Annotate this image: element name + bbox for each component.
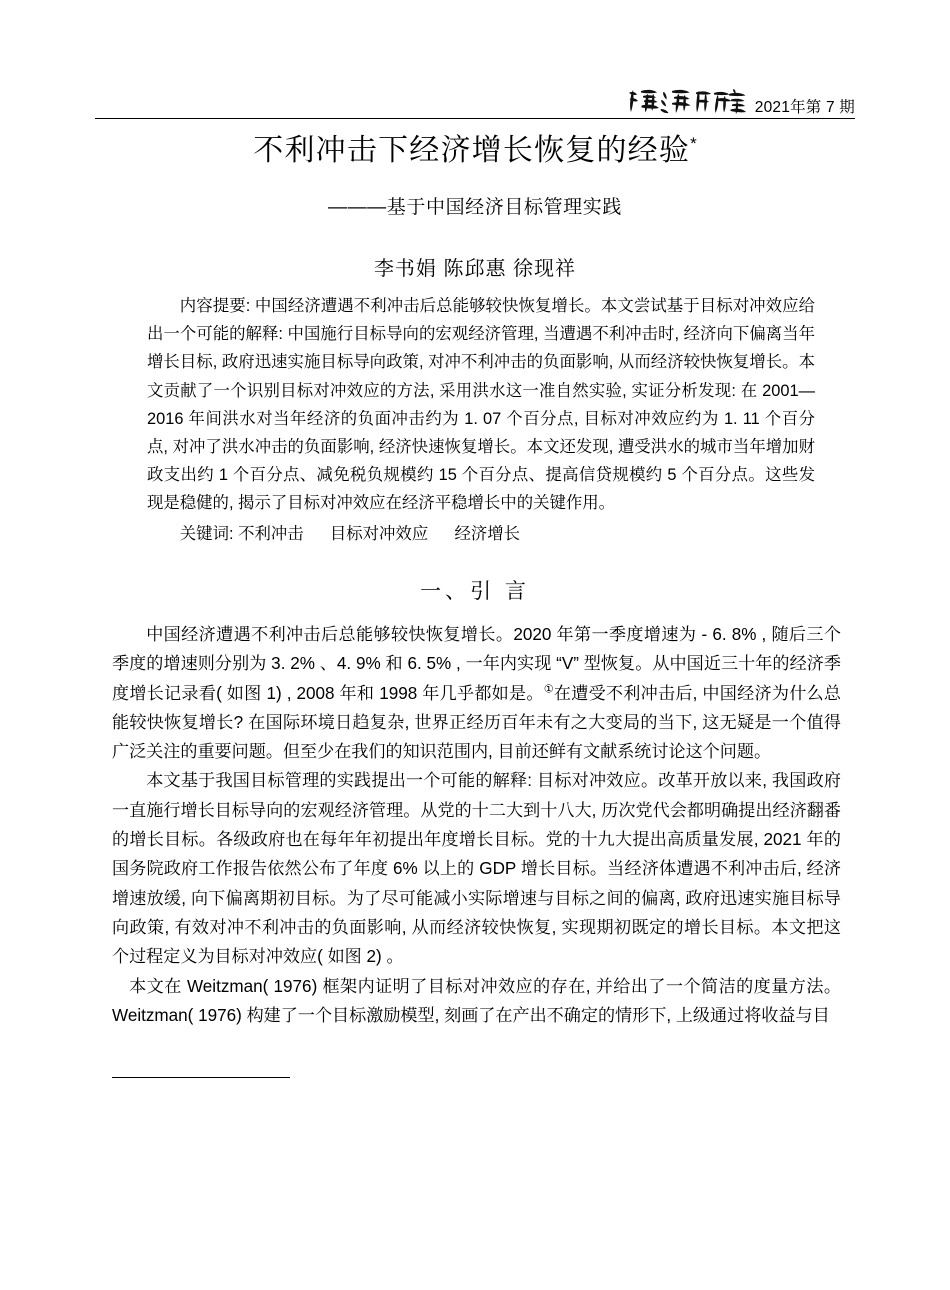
footnote-marker: ① bbox=[543, 682, 554, 695]
header-rule bbox=[95, 118, 855, 119]
keyword-item: 不利冲击 bbox=[238, 524, 304, 543]
keywords-label: 关键词: bbox=[179, 524, 239, 543]
paragraph: 本文在 Weitzman( 1976) 框架内证明了目标对冲效应的存在, 并给出了一个简洁的度量方法。Weitzman( 1976) 构建了一个目标激励模型, 刻画了在产出不确定的情形下, 上级通过将收益与目 bbox=[112, 976, 841, 1025]
author-list: 李书娟 陈邱惠 徐现祥 bbox=[373, 258, 577, 281]
paragraph-text: 中国经济遭遇不利冲击后总能够较快恢复增长。2020 年第一季度增速为 ‐ 6. 8% , 随后三个季度的增速则分别为 3. 2% 、4. 9% 和 6. 5% , 一年内实现 “V” 型恢复。从中国近三十年的经济季度增长记录看( 如图 1) , 2008 年和 1998 年几乎都如是。 bbox=[112, 625, 841, 703]
title-footnote-marker: * bbox=[690, 134, 697, 153]
body-content bbox=[112, 620, 841, 1030]
page-title bbox=[95, 132, 855, 170]
page-subtitle: ———基于中国经济目标管理实践 bbox=[327, 196, 622, 218]
footnote-separator bbox=[112, 1077, 290, 1078]
section-heading-introduction: 一、引 言 bbox=[420, 580, 530, 603]
abstract-block bbox=[147, 292, 815, 548]
journal-logo-icon bbox=[626, 84, 748, 118]
keyword-item: 目标对冲效应 bbox=[329, 524, 429, 543]
paragraph-text: 在遭受不利冲击后, 中国经济为什么总能较快恢复增长? 在国际环境日趋复杂, 世界正经历百年未有之大变局的当下, 这无疑是一个值得广泛关注的重要问题。但至少在我们的知识范围内, 目前还鲜有文献系统讨论这个问题。 bbox=[112, 683, 841, 762]
paragraph bbox=[112, 620, 841, 766]
title-block bbox=[95, 132, 855, 282]
issue-label: 2021年第 7 期 bbox=[754, 98, 855, 116]
paragraph: 本文基于我国目标管理的实践提出一个可能的解释: 目标对冲效应。改革开放以来, 我国政府一直施行增长目标导向的宏观经济管理。从党的十二大到十八大, 历次党代会都明确提出经济翻番的增长目标。各级政府也在每年年初提出年度增长目标。党的十九大提出高质量发展, 2021 年的国务院政府工作报告依然公布了年度 6% 以上的 GDP 增长目标。当经济体遭遇不利冲击后, 经济增速放缓, 向下偏离期初目标。为了尽可能减小实际增速与目标之间的偏离, 政府迅速实施目标导向政策, 有效对冲不利冲击的负面影响, 从而经济较快恢复, 实现期初既定的增长目标。本文把这个过程定义为目标对冲效应( 如图 2) 。 bbox=[112, 771, 841, 967]
masthead bbox=[95, 74, 855, 118]
abstract-text: 内容提要: 中国经济遭遇不利冲击后总能够较快恢复增长。本文尝试基于目标对冲效应给出一个可能的解释: 中国施行目标导向的宏观经济管理, 当遭遇不利冲击时, 经济向下偏离当年增长目标, 政府迅速实施目标导向政策, 对冲不利冲击的负面影响, 从而经济较快恢复增长。本文贡献了一个识别目标对冲效应的方法, 采用洪水这一准自然实验, 实证分析发现: 在 2001—2016 年间洪水对当年经济的负面冲击约为 1. 07 个百分点, 目标对冲效应约为 1. 11 个百分点, 对冲了洪水冲击的负面影响, 经济快速恢复增长。本文还发现, 遭受洪水的城市当年增加财政支出约 1 个百分点、减免税负规模约 15 个百分点、提高信贷规模约 5 个百分点。这些发现是稳健的, 揭示了目标对冲效应在经济平稳增长中的关键作用。 bbox=[147, 297, 815, 513]
keywords-line bbox=[147, 520, 815, 548]
keyword-item: 经济增长 bbox=[454, 524, 521, 543]
title-text: 不利冲击下经济增长恢复的经验 bbox=[253, 134, 691, 167]
